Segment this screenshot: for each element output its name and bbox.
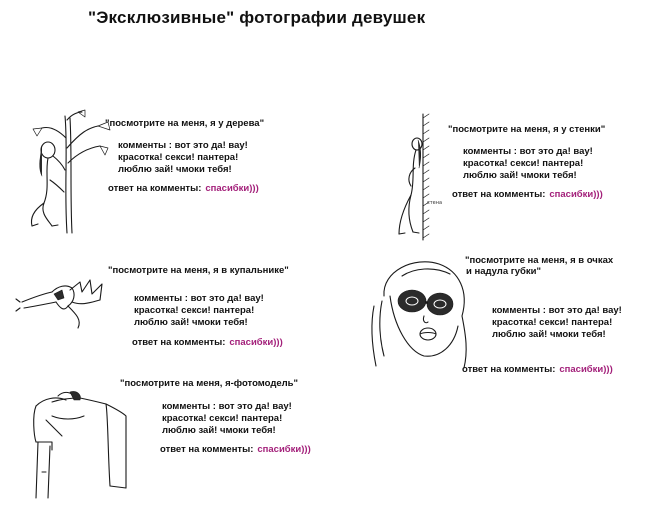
comment-line: красотка! секси! пантера! [162,413,283,424]
panel-answer [452,189,603,200]
caption-line: и надула губки" [466,266,541,277]
panel-comments [134,293,264,329]
panel-comments [492,305,622,341]
comment-line: люблю зай! чмоки тебя! [118,164,232,175]
comment-line: красотка! секси! пантера! [118,152,239,163]
photomodel-sketch [22,376,132,506]
panel-caption: "посмотрите на меня, я у дерева" [105,118,265,129]
comment-line: комменты : вот это да! вау! [162,401,292,412]
answer-value: спасибки))) [549,189,603,200]
panel-answer [132,337,283,348]
answer-value: спасибки))) [229,337,283,348]
comment-line: красотка! секси! пантера! [492,317,613,328]
answer-label: ответ на комменты: [108,183,202,194]
comment-line: люблю зай! чмоки тебя! [162,425,276,436]
comment-line: комменты : вот это да! вау! [134,293,264,304]
caption-line: "посмотрите на меня, я в очках [465,255,614,266]
comment-line: люблю зай! чмоки тебя! [492,329,606,340]
answer-label: ответ на комменты: [462,364,556,375]
panel-caption: "посмотрите на меня, я-фотомодель" [120,378,299,389]
comment-line: красотка! секси! пантера! [463,158,584,169]
panel-answer [462,364,613,375]
tree-sketch [20,108,115,238]
answer-value: спасибки))) [205,183,259,194]
panel-caption [465,255,613,277]
answer-value: спасибки))) [559,364,613,375]
answer-label: ответ на комменты: [132,337,226,348]
panel-comments [463,146,593,182]
swimsuit-sketch [12,272,112,332]
panel-caption: "посмотрите на меня, я в купальнике" [108,265,289,276]
glasses-sketch [364,256,474,376]
panel-comments [162,401,292,437]
panel-answer [108,183,259,194]
comment-line: комменты : вот это да! вау! [463,146,593,157]
panel-answer [160,444,311,455]
comment-line: комменты : вот это да! вау! [492,305,622,316]
answer-label: ответ на комменты: [160,444,254,455]
panel-comments [118,140,248,176]
comment-line: красотка! секси! пантера! [134,305,255,316]
comment-line: люблю зай! чмоки тебя! [134,317,248,328]
wall-sketch [385,110,445,250]
comment-line: люблю зай! чмоки тебя! [463,170,577,181]
answer-label: ответ на комменты: [452,189,546,200]
comment-line: комменты : вот это да! вау! [118,140,248,151]
page-title: "Эксклюзивные" фотографии девушек [88,8,426,27]
wall-label: стена [427,200,443,206]
panel-caption: "посмотрите на меня, я у стенки" [448,124,606,135]
answer-value: спасибки))) [257,444,311,455]
